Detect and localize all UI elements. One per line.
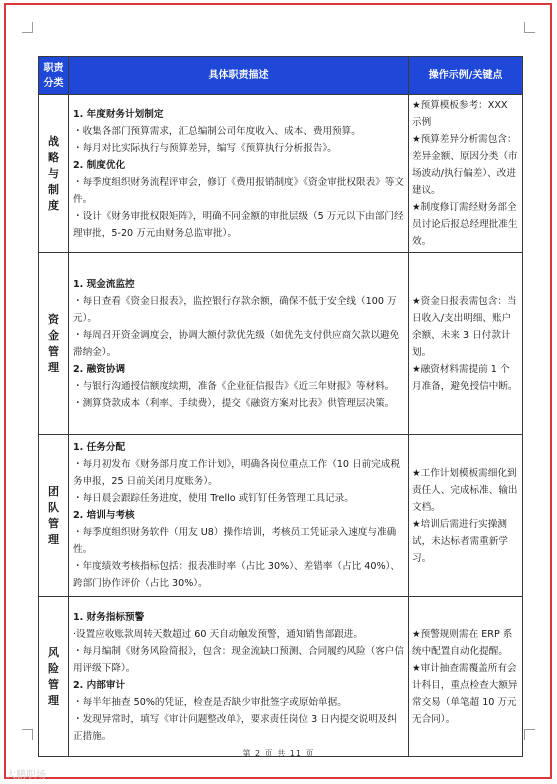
section-heading: 1. 现金流监控 — [73, 278, 135, 290]
table-body — [39, 95, 523, 757]
duty-item: ・设计《财务审批权限矩阵》，明确不同金额的审批层级（5 万元以下由部门经理审批，5-20 万元由财务总监审批）。 — [73, 210, 404, 239]
description-cell — [69, 95, 409, 253]
category-cell: 战略与制度 — [39, 95, 69, 253]
duty-item: ・与银行沟通授信额度续期，准备《企业征信报告》《近三年财报》等材料。 — [73, 380, 395, 392]
duty-item: ・每季度组织财务软件（用友 U8）操作培训，考核员工凭证录入速度与准确性。 — [73, 527, 397, 555]
duty-item: ・每日晨会跟踪任务进度，使用 Trello 或钉钉任务管理工具记录。 — [73, 493, 354, 504]
crop-mark — [524, 729, 535, 740]
table-row — [39, 597, 523, 757]
examples-cell — [409, 597, 523, 757]
duty-item: ・测算贷款成本（利率、手续费），提交《融资方案对比表》供管理层决策。 — [73, 397, 395, 409]
header-description: 具体职责描述 — [69, 57, 409, 95]
description-cell — [69, 253, 409, 435]
duty-item: ・收集各部门预算需求，汇总编制公司年度收入、成本、费用预算。 — [73, 125, 361, 137]
key-point: ★预算模板参考：XXX 示例 — [412, 100, 508, 128]
section-heading: 2. 融资协调 — [73, 363, 126, 375]
section-heading: 2. 培训与考核 — [73, 510, 135, 521]
table-row — [39, 95, 523, 253]
category-cell: 风险管理 — [39, 597, 69, 757]
section-heading: 2. 制度优化 — [73, 159, 126, 171]
category-cell: 团队管理 — [39, 435, 69, 597]
watermark-logo: 大鹏职场 — [6, 770, 46, 781]
table-header-row — [39, 57, 523, 95]
key-point: ★预算差异分析需包含：差异金额、原因分类（市场波动/执行偏差）、改进建议。 — [412, 134, 518, 196]
duty-item: ・每月初发布《财务部月度工作计划》，明确各岗位重点工作（10 日前完成税务申报，25 日前关闭月度账务）。 — [73, 459, 401, 487]
key-point: ★预警规则需在 ERP 系统中配置自动化提醒。 — [412, 628, 513, 657]
section-heading: 1. 年度财务计划制定 — [73, 108, 164, 120]
key-point: ★工作计划模板需细化到责任人、完成标准、输出文档。 — [412, 467, 518, 513]
table-row — [39, 435, 523, 597]
duty-item: ・每月对比实际执行与预算差异，编写《预算执行分析报告》。 — [73, 142, 337, 154]
duty-item: ・每半年抽查 50%的凭证，检查是否缺少审批签字或原始单据。 — [73, 696, 347, 708]
table-row — [39, 253, 523, 435]
crop-mark — [22, 729, 33, 740]
key-point: ★融资材料需提前 1 个月准备，避免授信中断。 — [412, 363, 518, 392]
key-point: ★审计抽查需覆盖所有会计科目，重点检查大额异常交易（单笔超 10 万元无合同）。 — [412, 662, 518, 725]
header-category: 职责分类 — [39, 57, 69, 95]
category-cell: 资金管理 — [39, 253, 69, 435]
crop-mark — [524, 22, 535, 33]
examples-cell — [409, 253, 523, 435]
duty-item: ·设置应收账款周转天数超过 60 天自动触发预警，通知销售部跟进。 — [73, 628, 363, 640]
header-examples: 操作示例/关键点 — [409, 57, 523, 95]
key-point: ★制度修订需经财务部全员讨论后报总经理批准生效。 — [412, 202, 518, 247]
duty-item: ・每周召开资金调度会，协调大额付款优先级（如优先支付供应商欠款以避免滞纳金）。 — [73, 329, 400, 358]
section-heading: 2. 内部审计 — [73, 679, 126, 691]
duty-item: ・年度绩效考核指标包括：报表准时率（占比 30%）、差错率（占比 40%）、跨部门协作评价（占比 30%）。 — [73, 561, 400, 589]
section-heading: 1. 财务指标预警 — [73, 611, 145, 623]
duty-table — [38, 56, 523, 757]
description-cell — [69, 597, 409, 757]
examples-cell — [409, 435, 523, 597]
section-heading: 1. 任务分配 — [73, 442, 126, 453]
duty-item: ・每季度组织财务流程评审会，修订《费用报销制度》《资金审批权限表》等文件。 — [73, 176, 404, 205]
duty-item: ・每月编制《财务风险简报》，包含：现金流缺口预测、合同履约风险（客户信用评级下降）。 — [73, 645, 404, 674]
duty-item: ・发现异常时，填写《审计问题整改单》，要求责任岗位 3 日内提交说明及纠正措施。 — [73, 713, 397, 742]
page-number: 第 2 页 共 11 页 — [242, 749, 315, 758]
description-cell — [69, 435, 409, 597]
key-point: ★资金日报表需包含：当日收入/支出明细、账户余额、未来 3 日付款计划。 — [412, 295, 517, 358]
key-point: ★培训后需进行实操测试，未达标者需重新学习。 — [412, 518, 508, 564]
duty-item: ・每日查看《资金日报表》，监控银行存款余额，确保不低于安全线（100 万元）。 — [73, 295, 397, 324]
crop-mark — [22, 22, 33, 33]
examples-cell — [409, 95, 523, 253]
